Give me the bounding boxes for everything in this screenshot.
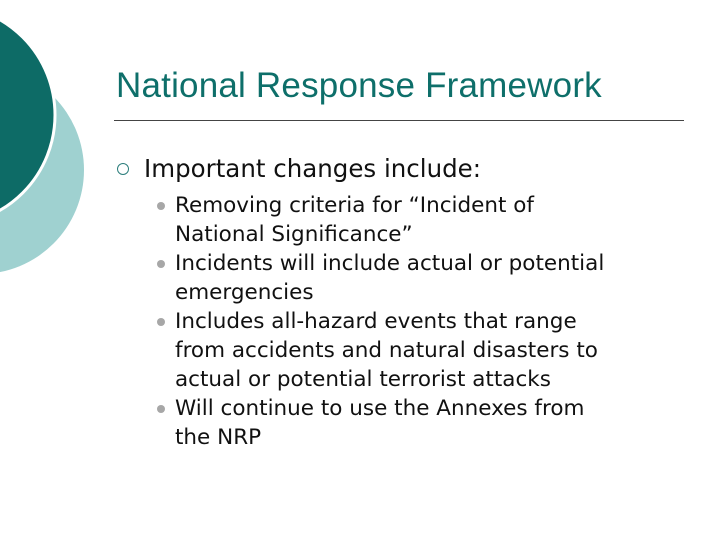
title-divider [114,120,684,121]
sub-bullet-text: Incidents will include actual or potential emergencies [175,251,605,305]
sub-bullet-text: Includes all-hazard events that range from accidents and natural disasters to actual or potential terrorist attacks [175,309,598,392]
sub-bullet-list [157,191,697,452]
decorative-circles [0,0,120,300]
hollow-circle-icon [117,163,129,175]
filled-dot-icon [157,202,165,210]
sub-bullet-text: Will continue to use the Annexes from the NRP [175,396,585,450]
filled-dot-icon [157,405,165,413]
main-bullet-text: Important changes include: [144,154,481,183]
list-item [157,191,697,249]
main-bullet [117,154,481,183]
list-item [157,249,697,307]
filled-dot-icon [157,260,165,268]
list-item [157,394,697,452]
sub-bullet-text: Removing criteria for “Incident of National Significance” [175,193,535,247]
filled-dot-icon [157,318,165,326]
slide-title: National Response Framework [116,66,602,105]
list-item [157,307,697,394]
